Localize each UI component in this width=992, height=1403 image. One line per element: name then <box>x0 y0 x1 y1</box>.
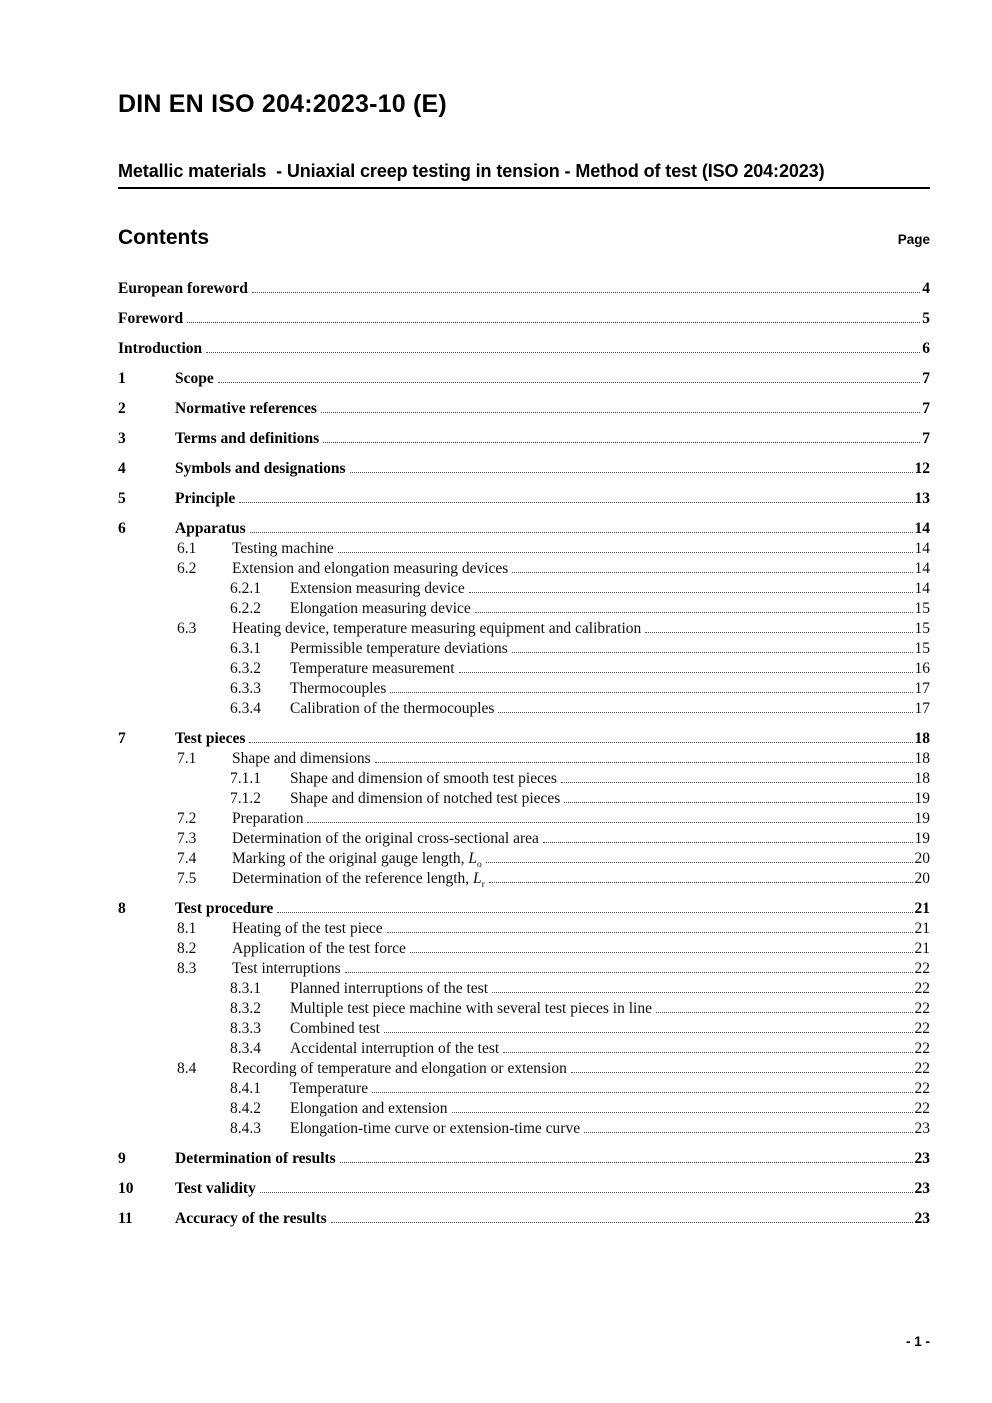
dotted-leader <box>338 552 913 553</box>
toc-entry <box>118 339 930 359</box>
toc-entry-number: 6.3.3 <box>230 680 261 697</box>
contents-header-row <box>118 226 930 250</box>
toc-entry-number: 8.4.3 <box>230 1120 261 1137</box>
toc-entry-page: 22 <box>914 1060 930 1077</box>
toc-entry-page: 21 <box>914 900 930 917</box>
dotted-leader <box>503 1052 912 1053</box>
toc-entry <box>118 399 930 419</box>
toc-entry <box>118 789 930 809</box>
toc-entry-title: Test procedure <box>175 900 274 917</box>
math-subscript: r <box>481 879 485 891</box>
dotted-leader <box>340 1162 913 1163</box>
toc-entry-page: 21 <box>914 940 930 957</box>
dotted-leader <box>331 1222 913 1223</box>
dotted-leader <box>218 382 921 383</box>
toc-entry-page: 6 <box>922 340 930 357</box>
toc-entry-number: 7.2 <box>177 810 197 827</box>
dotted-leader <box>387 932 913 933</box>
toc-entry <box>118 1039 930 1059</box>
dotted-leader <box>512 572 912 573</box>
toc-entry-number: 7.3 <box>177 830 197 847</box>
toc-entry-page: 21 <box>914 920 930 937</box>
toc-entry-number: 6 <box>118 520 126 537</box>
toc-entry-page: 22 <box>914 1040 930 1057</box>
toc-entry-title: Determination of the original cross-sectional area <box>232 830 539 847</box>
toc-entry <box>118 679 930 699</box>
toc-entry-title: Scope <box>175 370 214 387</box>
toc-entry-number: 6.3 <box>177 620 197 637</box>
toc-entry-number: 6.3.1 <box>230 640 261 657</box>
toc-entry-title: Recording of temperature and elongation or extension <box>232 1060 567 1077</box>
toc-entry-number: 8.4.1 <box>230 1080 261 1097</box>
document-subtitle: Metallic materials - Uniaxial creep testing in tension - Method of test (ISO 204:2023) <box>118 160 930 189</box>
toc-entry <box>118 1179 930 1199</box>
dotted-leader <box>410 952 913 953</box>
dotted-leader <box>345 972 913 973</box>
toc-entry-title: Heating of the test piece <box>232 920 383 937</box>
math-symbol: L <box>468 850 477 867</box>
toc-entry-page: 22 <box>914 1100 930 1117</box>
toc-entry-title: Application of the test force <box>232 940 406 957</box>
toc-entry-number: 5 <box>118 490 126 507</box>
toc-entry-page: 14 <box>914 560 930 577</box>
toc-entry-number: 6.2.1 <box>230 580 261 597</box>
toc-entry-page: 16 <box>914 660 930 677</box>
toc-entry-title: Multiple test piece machine with several test pieces in line <box>290 1000 652 1017</box>
dotted-leader <box>307 822 912 823</box>
toc-entry <box>118 1099 930 1119</box>
toc-entry <box>118 429 930 449</box>
toc-entry-page: 22 <box>914 1000 930 1017</box>
toc-entry-title: Permissible temperature deviations <box>290 640 508 657</box>
toc-entry-number: 2 <box>118 400 126 417</box>
toc-entry-number: 8.1 <box>177 920 197 937</box>
dotted-leader <box>489 882 913 883</box>
toc-entry-title: European foreword <box>118 280 248 297</box>
dotted-leader <box>645 632 912 633</box>
toc-entry <box>118 1019 930 1039</box>
toc-entry-number: 8.3 <box>177 960 197 977</box>
toc-entry-number: 6.3.2 <box>230 660 261 677</box>
toc-entry-page: 19 <box>914 810 930 827</box>
dotted-leader <box>384 1032 913 1033</box>
document-title: DIN EN ISO 204:2023-10 (E) <box>118 90 447 118</box>
toc-entry-page: 4 <box>922 280 930 297</box>
dotted-leader <box>323 442 920 443</box>
toc-entry <box>118 1079 930 1099</box>
toc-entry-number: 7.1 <box>177 750 197 767</box>
dotted-leader <box>250 532 913 533</box>
toc-entry-title: Shape and dimension of notched test pieces <box>290 790 561 807</box>
toc-entry-title: Test validity <box>175 1180 256 1197</box>
toc-entry-number: 8.2 <box>177 940 197 957</box>
toc-entry-page: 17 <box>914 700 930 717</box>
toc-entry-title: Extension measuring device <box>290 580 465 597</box>
toc-entry-number: 9 <box>118 1150 126 1167</box>
toc-entry-page: 7 <box>922 370 930 387</box>
toc-entry-number: 8.3.2 <box>230 1000 261 1017</box>
toc-entry-number: 7.1.2 <box>230 790 261 807</box>
toc-entry-title: Marking of the original gauge length, $L_o$ <box>232 850 482 871</box>
toc-entry-page: 22 <box>914 1020 930 1037</box>
toc-entry <box>118 659 930 679</box>
toc-entry-title: Thermocouples <box>290 680 387 697</box>
toc-entry-page: 15 <box>914 600 930 617</box>
page-number-footer: - 1 - <box>905 1334 930 1349</box>
toc-entry-page: 7 <box>922 400 930 417</box>
toc-entry-title: Preparation <box>232 810 304 827</box>
toc-entry <box>118 459 930 479</box>
dotted-leader <box>543 842 913 843</box>
toc-entry <box>118 769 930 789</box>
toc-entry <box>118 899 930 919</box>
dotted-leader <box>492 992 912 993</box>
toc-entry-page: 5 <box>922 310 930 327</box>
dotted-leader <box>260 1192 913 1193</box>
toc-entry-number: 11 <box>118 1210 133 1227</box>
dotted-leader <box>459 672 913 673</box>
toc-entry-page: 12 <box>914 460 930 477</box>
toc-entry <box>118 579 930 599</box>
toc-entry-number: 6.3.4 <box>230 700 261 717</box>
toc-entry-title: Determination of the reference length, $L_r$ <box>232 870 485 891</box>
toc-entry-page: 18 <box>914 750 930 767</box>
toc-entry-number: 8 <box>118 900 126 917</box>
toc-entry <box>118 639 930 659</box>
toc-entry-title: Principle <box>175 490 236 507</box>
toc-entry-title: Determination of results <box>175 1150 336 1167</box>
toc-entry-title: Apparatus <box>175 520 246 537</box>
toc-entry <box>118 699 930 719</box>
toc-entry-page: 17 <box>914 680 930 697</box>
toc-entry-number: 6.1 <box>177 540 197 557</box>
dotted-leader <box>475 612 913 613</box>
dotted-leader <box>249 742 912 743</box>
toc-entry-page: 15 <box>914 620 930 637</box>
toc-entry-title: Elongation and extension <box>290 1100 448 1117</box>
toc-entry-title: Planned interruptions of the test <box>290 980 489 997</box>
math-subscript: o <box>476 859 482 871</box>
dotted-leader <box>206 352 920 353</box>
toc-entry-title: Extension and elongation measuring devices <box>232 560 509 577</box>
dotted-leader <box>390 692 912 693</box>
toc-entry-number: 7.4 <box>177 850 197 867</box>
toc-entry <box>118 1119 930 1139</box>
toc-entry-page: 14 <box>914 580 930 597</box>
toc-entry <box>118 939 930 959</box>
page-column-label: Page <box>897 232 930 247</box>
dotted-leader <box>452 1112 913 1113</box>
toc-entry-number: 1 <box>118 370 126 387</box>
toc-entry-number: 8.3.3 <box>230 1020 261 1037</box>
toc-entry-number: 6.2 <box>177 560 197 577</box>
toc-entry <box>118 519 930 539</box>
dotted-leader <box>375 762 913 763</box>
contents-heading: Contents <box>118 226 209 249</box>
toc-entry <box>118 749 930 769</box>
toc-entry <box>118 729 930 749</box>
toc-entry-page: 23 <box>914 1180 930 1197</box>
toc-entry-title: Shape and dimension of smooth test pieces <box>290 770 557 787</box>
toc-entry-number: 8.3.1 <box>230 980 261 997</box>
toc-entry-title: Accuracy of the results <box>175 1210 327 1227</box>
dotted-leader <box>372 1092 912 1093</box>
dotted-leader <box>486 862 913 863</box>
toc-entry-page: 14 <box>914 520 930 537</box>
toc-entry-number: 7 <box>118 730 126 747</box>
toc-entry-number: 8.3.4 <box>230 1040 261 1057</box>
toc-entry-title: Introduction <box>118 340 203 357</box>
toc-entry-title: Symbols and designations <box>175 460 346 477</box>
toc-entry-page: 13 <box>914 490 930 507</box>
dotted-leader <box>561 782 913 783</box>
toc-entry-page: 19 <box>914 830 930 847</box>
toc-entry-title: Foreword <box>118 310 184 327</box>
table-of-contents <box>118 279 930 1229</box>
toc-entry-title: Elongation-time curve or extension-time curve <box>290 1120 581 1137</box>
toc-entry-title: Shape and dimensions <box>232 750 371 767</box>
toc-entry <box>118 919 930 939</box>
toc-entry-number: 7.5 <box>177 870 197 887</box>
toc-entry <box>118 369 930 389</box>
toc-entry-page: 15 <box>914 640 930 657</box>
dotted-leader <box>656 1012 913 1013</box>
toc-entry-page: 18 <box>914 730 930 747</box>
toc-entry-page: 22 <box>914 1080 930 1097</box>
toc-entry-title: Accidental interruption of the test <box>290 1040 500 1057</box>
toc-entry-title: Temperature measurement <box>290 660 455 677</box>
toc-entry-title: Combined test <box>290 1020 380 1037</box>
toc-entry-title: Calibration of the thermocouples <box>290 700 495 717</box>
toc-entry <box>118 849 930 869</box>
toc-entry <box>118 1149 930 1169</box>
toc-entry-title: Test interruptions <box>232 960 341 977</box>
dotted-leader <box>498 712 912 713</box>
dotted-leader <box>350 472 913 473</box>
toc-entry-number: 8.4.2 <box>230 1100 261 1117</box>
toc-entry-title: Temperature <box>290 1080 369 1097</box>
toc-entry <box>118 599 930 619</box>
dotted-leader <box>469 592 913 593</box>
toc-entry-title: Testing machine <box>232 540 334 557</box>
toc-entry <box>118 809 930 829</box>
dotted-leader <box>277 912 912 913</box>
toc-entry <box>118 309 930 329</box>
toc-entry-number: 4 <box>118 460 126 477</box>
toc-entry-number: 6.2.2 <box>230 600 261 617</box>
dotted-leader <box>564 802 912 803</box>
toc-entry <box>118 559 930 579</box>
toc-entry-page: 20 <box>914 870 930 887</box>
toc-entry <box>118 999 930 1019</box>
toc-entry-page: 23 <box>914 1210 930 1227</box>
dotted-leader <box>252 292 920 293</box>
toc-entry <box>118 489 930 509</box>
toc-entry-page: 20 <box>914 850 930 867</box>
toc-entry-number: 3 <box>118 430 126 447</box>
toc-entry <box>118 1209 930 1229</box>
toc-entry-number: 10 <box>118 1180 134 1197</box>
toc-entry-title: Normative references <box>175 400 317 417</box>
dotted-leader <box>187 322 920 323</box>
toc-entry-page: 23 <box>914 1120 930 1137</box>
toc-entry <box>118 979 930 999</box>
toc-entry-number: 8.4 <box>177 1060 197 1077</box>
toc-entry <box>118 869 930 889</box>
dotted-leader <box>512 652 913 653</box>
toc-entry <box>118 619 930 639</box>
toc-entry-page: 22 <box>914 980 930 997</box>
toc-entry-title: Terms and definitions <box>175 430 320 447</box>
toc-entry <box>118 539 930 559</box>
toc-entry <box>118 1059 930 1079</box>
toc-entry-title: Test pieces <box>175 730 246 747</box>
toc-entry-page: 14 <box>914 540 930 557</box>
toc-entry-page: 19 <box>914 790 930 807</box>
dotted-leader <box>239 502 912 503</box>
dotted-leader <box>584 1132 912 1133</box>
toc-entry-title: Elongation measuring device <box>290 600 471 617</box>
toc-entry <box>118 279 930 299</box>
toc-entry <box>118 959 930 979</box>
math-symbol: L <box>473 870 482 887</box>
toc-entry-number: 7.1.1 <box>230 770 261 787</box>
toc-entry <box>118 829 930 849</box>
toc-entry-page: 22 <box>914 960 930 977</box>
toc-entry-page: 7 <box>922 430 930 447</box>
dotted-leader <box>571 1072 913 1073</box>
toc-entry-page: 18 <box>914 770 930 787</box>
dotted-leader <box>321 412 920 413</box>
toc-entry-page: 23 <box>914 1150 930 1167</box>
toc-entry-title: Heating device, temperature measuring equipment and calibration <box>232 620 642 637</box>
